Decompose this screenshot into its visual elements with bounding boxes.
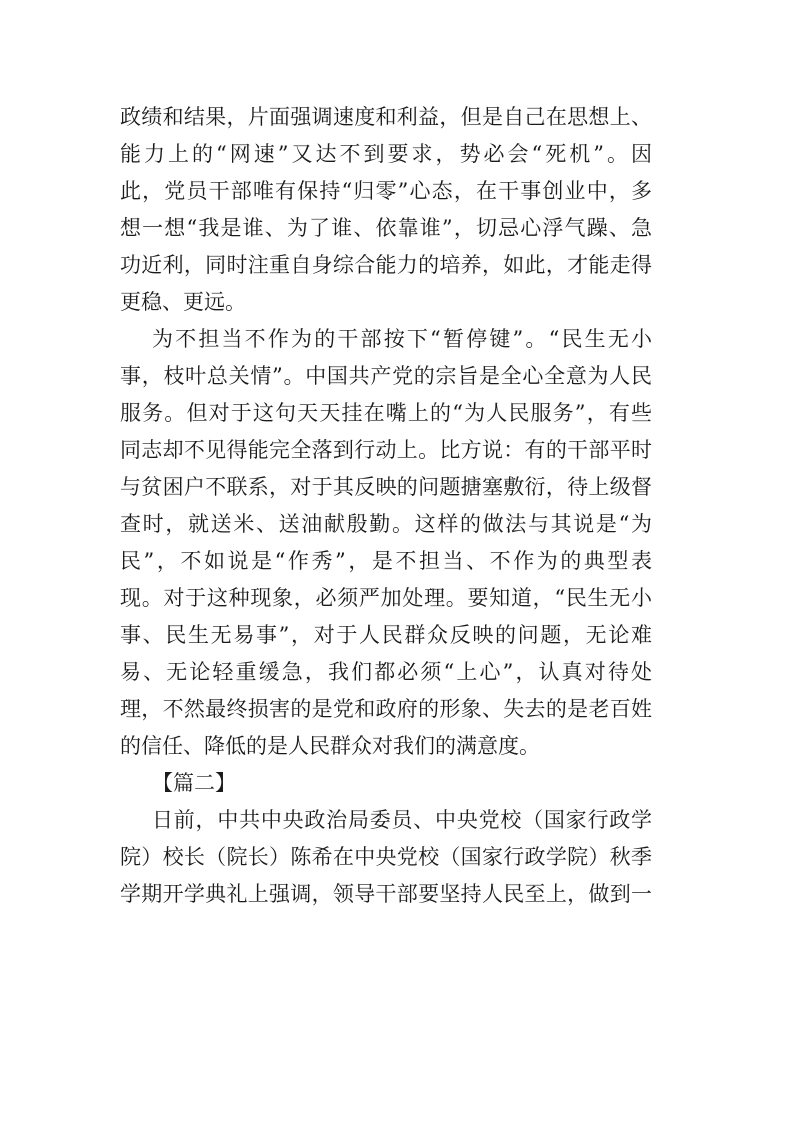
text-line-content: 民”，不如说是“作秀”，是不担当、不作为的典型表 [120, 549, 652, 573]
text-line [120, 284, 660, 321]
text-line-content: 想一想“我是谁、为了谁、依靠谁”，切忌心浮气躁、急 [120, 216, 652, 240]
text-line [120, 136, 660, 173]
text-line-content: 更稳、更远。 [120, 290, 246, 314]
text-line-content: 现。对于这种现象，必须严加处理。要知道，“民生无小 [120, 586, 652, 610]
text-line [120, 617, 660, 654]
text-line-content: 功近利，同时注重自身综合能力的培养，如此，才能走得 [120, 253, 652, 277]
text-line [120, 580, 660, 617]
text-line-content: 理，不然最终损害的是党和政府的形象、失去的是老百姓 [120, 697, 652, 721]
section-heading-text: 【篇二】 [152, 771, 236, 795]
text-line [120, 691, 660, 728]
text-line [120, 839, 660, 876]
text-line-content: 日前，中共中央政治局委员、中央党校（国家行政学 [152, 808, 652, 832]
text-line-content: 同志却不见得能完全落到行动上。比方说：有的干部平时 [120, 438, 652, 462]
text-line [120, 210, 660, 247]
body-text [120, 99, 660, 913]
text-line [120, 358, 660, 395]
text-line-content: 院）校长（院长）陈希在中央党校（国家行政学院）秋季 [120, 845, 652, 869]
text-line-content: 查时，就送米、送油献殷勤。这样的做法与其说是“为 [120, 512, 652, 536]
text-line-content: 易、无论轻重缓急，我们都必须“上心”，认真对待处 [120, 660, 652, 684]
text-line-content: 为不担当不作为的干部按下“暂停键”。“民生无小 [152, 327, 652, 351]
text-line [120, 506, 660, 543]
section-heading [120, 765, 660, 802]
text-line [120, 728, 660, 765]
text-line [120, 802, 660, 839]
text-line-content: 的信任、降低的是人民群众对我们的满意度。 [120, 734, 540, 758]
text-line-content: 事、民生无易事”，对于人民群众反映的问题，无论难 [120, 623, 652, 647]
text-line [120, 432, 660, 469]
text-line-content: 政绩和结果，片面强调速度和利益，但是自己在思想上、 [120, 105, 652, 129]
text-line [120, 173, 660, 210]
text-line [120, 395, 660, 432]
text-line-content: 与贫困户不联系，对于其反映的问题搪塞敷衍，待上级督 [120, 475, 652, 499]
text-line [120, 654, 660, 691]
text-line [120, 99, 660, 136]
text-line [120, 247, 660, 284]
text-line-content: 能力上的“网速”又达不到要求，势必会“死机”。因 [120, 142, 652, 166]
text-line-content: 学期开学典礼上强调，领导干部要坚持人民至上，做到一 [120, 882, 652, 906]
text-line [120, 876, 660, 913]
text-line [120, 469, 660, 506]
paragraph-heading-line [120, 321, 660, 358]
text-line [120, 543, 660, 580]
text-line-content: 事，枝叶总关情”。中国共产党的宗旨是全心全意为人民 [120, 364, 652, 388]
text-line-content: 服务。但对于这句天天挂在嘴上的“为人民服务”，有些 [120, 401, 652, 425]
text-line-content: 此，党员干部唯有保持“归零”心态，在干事创业中，多 [120, 179, 652, 203]
